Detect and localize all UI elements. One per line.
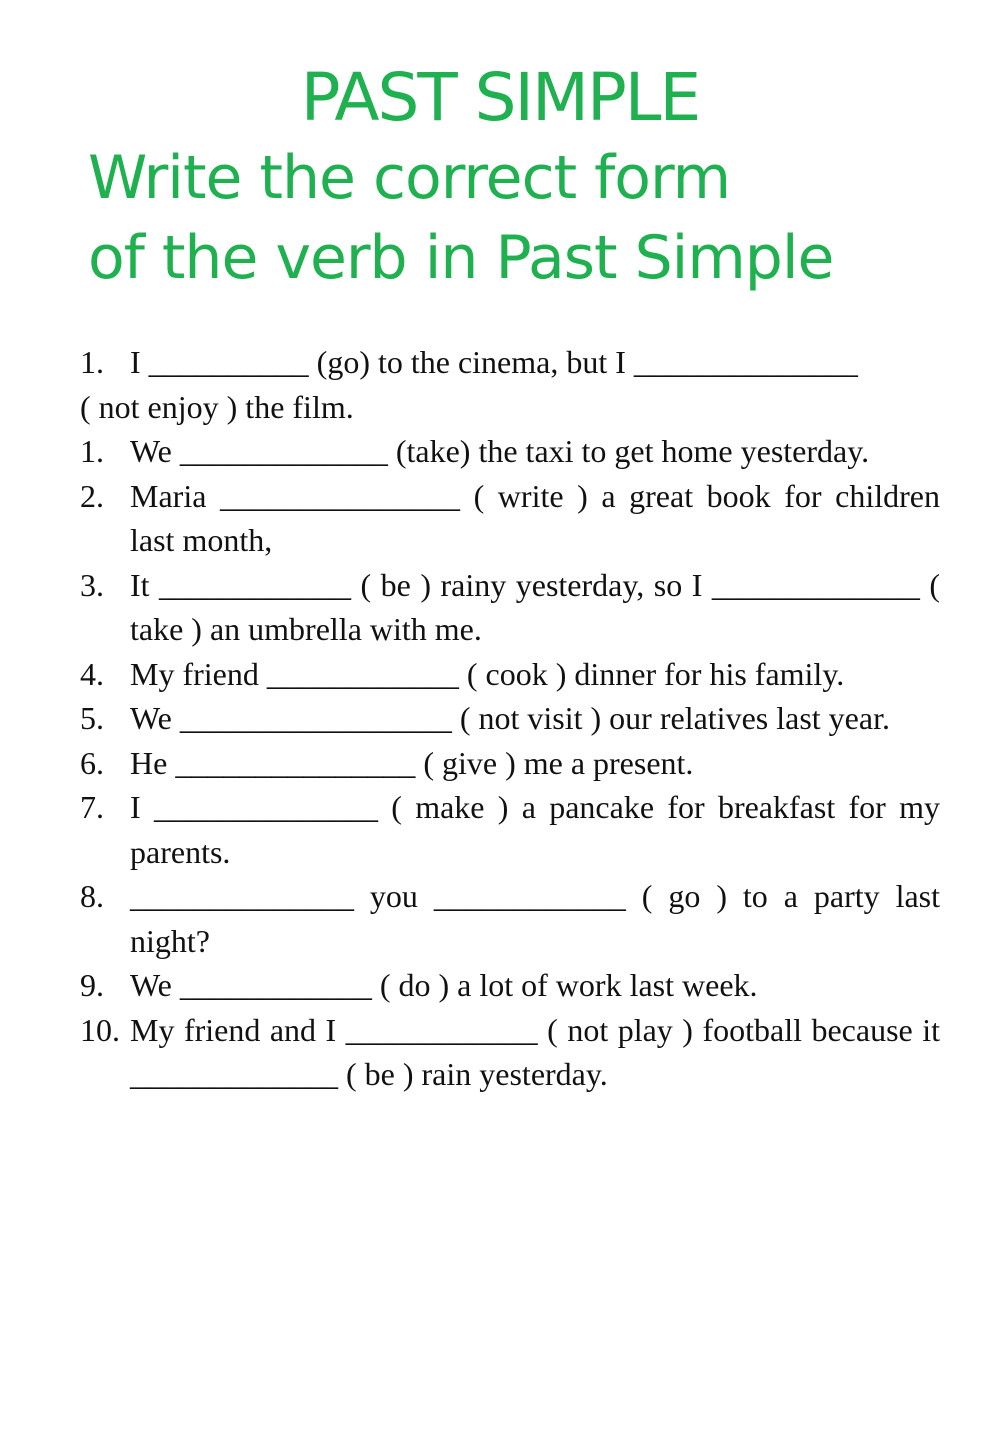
item-text: ______________ you ____________ ( go ) to a party last night? bbox=[130, 878, 940, 959]
exercise-item bbox=[80, 429, 940, 474]
exercise-item-continuation: ( not enjoy ) the film. bbox=[80, 388, 354, 425]
item-text: My friend and I ____________ ( not play ) football because it _____________ ( be ) rain yesterday. bbox=[130, 1011, 940, 1092]
item-text: We ____________ ( do ) a lot of work last week. bbox=[130, 967, 758, 1003]
item-number: 7. bbox=[80, 789, 104, 825]
item-number: 9. bbox=[80, 967, 104, 1003]
item-text: We _________________ ( not visit ) our relatives last year. bbox=[130, 700, 890, 736]
item-text: It ____________ ( be ) rainy yesterday, so I _____________ ( take ) an umbrella with me. bbox=[130, 566, 940, 647]
item-text: I __________ (go) to the cinema, but I ______________ bbox=[130, 344, 858, 380]
item-text: He _______________ ( give ) me a present. bbox=[130, 744, 694, 781]
instruction-line-1: Write the correct form bbox=[88, 143, 731, 213]
item-number: 4. bbox=[80, 655, 104, 692]
item-number: 6. bbox=[80, 744, 104, 781]
exercise-item bbox=[80, 963, 940, 1008]
exercise-item bbox=[80, 874, 940, 963]
exercise-item bbox=[80, 741, 940, 786]
exercise-item bbox=[80, 652, 940, 697]
item-number: 1. bbox=[80, 433, 104, 469]
item-text: I ______________ ( make ) a pancake for breakfast for my parents. bbox=[130, 789, 940, 870]
exercise-item bbox=[80, 696, 940, 741]
item-number: 5. bbox=[80, 700, 104, 736]
item-text: Maria _______________ ( write ) a great book for children last month, bbox=[130, 477, 940, 558]
item-number: 2. bbox=[80, 477, 104, 514]
worksheet-title: PAST SIMPLE bbox=[300, 59, 700, 136]
item-number: 1. bbox=[80, 344, 104, 380]
exercise-item bbox=[80, 563, 940, 652]
exercise-item bbox=[80, 474, 940, 563]
item-text: My friend ____________ ( cook ) dinner for his family. bbox=[130, 655, 845, 692]
exercise-item bbox=[80, 785, 940, 874]
item-text: We _____________ (take) the taxi to get home yesterday. bbox=[130, 433, 870, 469]
item-number: 10. bbox=[80, 1011, 120, 1048]
item-number: 3. bbox=[80, 566, 104, 603]
exercise-item bbox=[80, 1008, 940, 1097]
item-number: 8. bbox=[80, 878, 104, 914]
exercise-item bbox=[80, 340, 940, 385]
exercise-list bbox=[80, 340, 940, 1097]
instruction-line-2: of the verb in Past Simple bbox=[88, 223, 834, 293]
